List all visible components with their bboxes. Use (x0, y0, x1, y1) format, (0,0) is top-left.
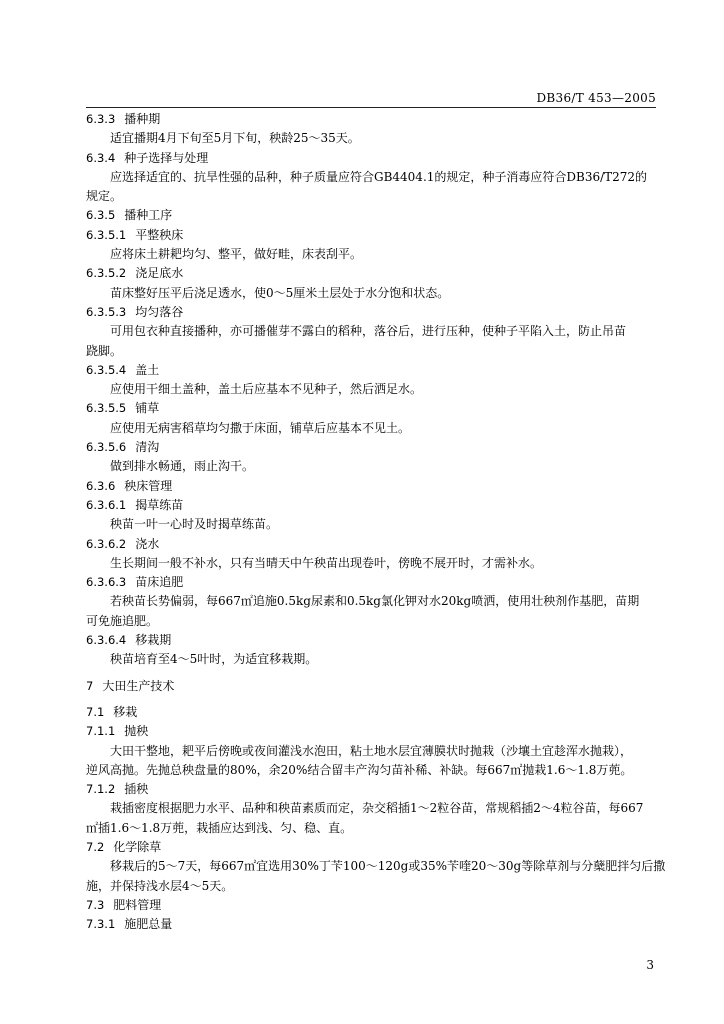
header-divider (86, 107, 656, 108)
paragraph-continuation: 规定。 (86, 189, 123, 204)
paragraph-line: 做到排水畅通，雨止沟干。 (110, 459, 255, 474)
section-number: 6.3.3 (86, 112, 116, 126)
section-title: 移栽期 (135, 633, 172, 648)
section-number: 6.3.6.1 (86, 497, 127, 512)
paragraph-continuation: 逆风高抛。先抛总秧盘量的80%，余20%结合留丰产沟匀苗补稀、补缺。每667㎡抛栽1.6～1.8万蔸。 (86, 762, 633, 777)
section-number: 6.3.4 (86, 150, 116, 165)
section-title: 化学除草 (113, 839, 162, 854)
section-title: 种子选择与处理 (124, 150, 209, 165)
section-number: 6.3.6.4 (86, 633, 127, 648)
section-heading (86, 399, 656, 418)
section-heading (86, 780, 656, 799)
section-title: 抛秧 (124, 724, 149, 739)
section-number: 7.1.1 (86, 724, 116, 739)
section-heading (86, 110, 656, 129)
section-number: 6.3.5 (86, 208, 116, 223)
section-title: 清沟 (135, 440, 160, 455)
paragraph-line: 栽插密度根据肥力水平、品种和秧苗素质而定，杂交稻插1～2粒谷苗，常规稻插2～4粒谷苗，每667 (110, 801, 644, 816)
section-heading (86, 361, 656, 380)
section-number: 6.3.5.5 (86, 401, 127, 416)
section-title: 施肥总量 (124, 917, 173, 932)
section-title: 均匀落谷 (135, 304, 184, 319)
section-heading (86, 206, 656, 225)
section-title: 播种工序 (124, 208, 173, 223)
section-title: 播种期 (124, 112, 161, 126)
section-number: 6.3.5.3 (86, 304, 127, 319)
section-title: 浇足底水 (135, 266, 184, 281)
section-number: 6.3.5.2 (86, 266, 127, 281)
section-number: 7.1.2 (86, 782, 116, 797)
paragraph-line: 适宜播期4月下旬至5月下旬，秧龄25～35天。 (110, 131, 360, 146)
section-number: 7.1 (86, 704, 105, 719)
section-heading (86, 477, 656, 496)
standard-code: DB36/T 453—2005 (536, 91, 656, 105)
section-number: 7.2 (86, 839, 105, 854)
section-title: 秧床管理 (124, 478, 173, 493)
paragraph-continuation: ㎡插1.6～1.8万蔸，栽插应达到浅、匀、稳、直。 (86, 820, 353, 835)
paragraph-line: 移栽后的5～7天，每667㎡宜选用30%丁苄100～120g或35%苄喹20～30g等除草剂与分蘖肥拌匀后撒 (110, 859, 666, 874)
section-number: 7 (86, 678, 94, 693)
paragraph-line: 可用包衣种直接播种，亦可播催芽不露白的稻种，落谷后，进行压种，使种子平陷入土，防止吊苗 (110, 324, 627, 339)
section-heading (86, 149, 656, 168)
section-heading (86, 722, 656, 741)
section-number: 6.3.5.6 (86, 440, 127, 455)
section-heading (86, 896, 656, 915)
section-number: 6.3.5.1 (86, 227, 127, 242)
section-heading (86, 573, 656, 592)
page-number: 3 (646, 958, 654, 972)
paragraph-line: 应使用无病害稻草均匀撒于床面，铺草后应基本不见土。 (110, 420, 411, 435)
section-title: 肥料管理 (113, 897, 162, 912)
paragraph-line: 若秧苗长势偏弱，每667㎡追施0.5kg尿素和0.5kg氯化钾对水20kg喷洒，使用壮秧剂作基肥，苗期 (110, 594, 640, 609)
section-title: 浇水 (135, 536, 160, 551)
section-title: 插秧 (124, 782, 149, 797)
paragraph-continuation: 可免施追肥。 (86, 613, 159, 628)
section-title: 平整秧床 (135, 227, 184, 242)
paragraph-line: 大田干整地，耙平后傍晚或夜间灌浅水泡田，粘土地水层宜薄膜状时抛栽（沙壤土宜趁浑水抛栽）， (110, 743, 633, 758)
paragraph-line: 应将床土耕耙均匀、整平，做好畦，床表刮平。 (110, 247, 363, 262)
section-heading (86, 677, 656, 696)
section-title: 苗床追肥 (135, 575, 184, 590)
section-heading (86, 631, 656, 650)
section-title: 盖土 (135, 362, 160, 377)
section-heading (86, 496, 656, 515)
section-number: 7.3 (86, 897, 105, 912)
section-heading (86, 303, 656, 322)
paragraph-line: 秧苗培育至4～5叶时，为适宜移栽期。 (110, 652, 318, 667)
section-title: 铺草 (135, 401, 160, 416)
section-number: 7.3.1 (86, 917, 116, 932)
section-title: 大田生产技术 (102, 678, 175, 693)
section-title: 移栽 (113, 704, 138, 719)
section-heading (86, 703, 656, 722)
section-number: 6.3.6.2 (86, 536, 127, 551)
section-heading (86, 438, 656, 457)
section-heading (86, 264, 656, 283)
paragraph-line: 生长期间一般不补水，只有当晴天中午秧苗出现卷叶，傍晚不展开时，才需补水。 (110, 555, 543, 570)
section-title: 揭草练苗 (135, 497, 184, 512)
section-heading (86, 535, 656, 554)
paragraph-line: 秧苗一叶一心时及时揭草练苗。 (110, 517, 279, 532)
section-heading (86, 915, 656, 934)
paragraph-continuation: 施，并保持浅水层4～5天。 (86, 878, 234, 893)
paragraph-line: 苗床整好压平后浇足透水，使0～5厘米土层处于水分饱和状态。 (110, 285, 450, 300)
section-number: 6.3.5.4 (86, 362, 127, 377)
section-heading (86, 838, 656, 857)
section-number: 6.3.6 (86, 478, 116, 493)
section-heading (86, 226, 656, 245)
section-number: 6.3.6.3 (86, 575, 127, 590)
document-body (86, 110, 666, 934)
paragraph-line: 应选择适宜的、抗旱性强的品种，种子质量应符合GB4404.1的规定，种子消毒应符合DB36/T272的 (110, 169, 648, 184)
paragraph-line: 应使用干细土盖种，盖土后应基本不见种子，然后洒足水。 (110, 382, 423, 397)
paragraph-continuation: 跷脚。 (86, 343, 123, 358)
